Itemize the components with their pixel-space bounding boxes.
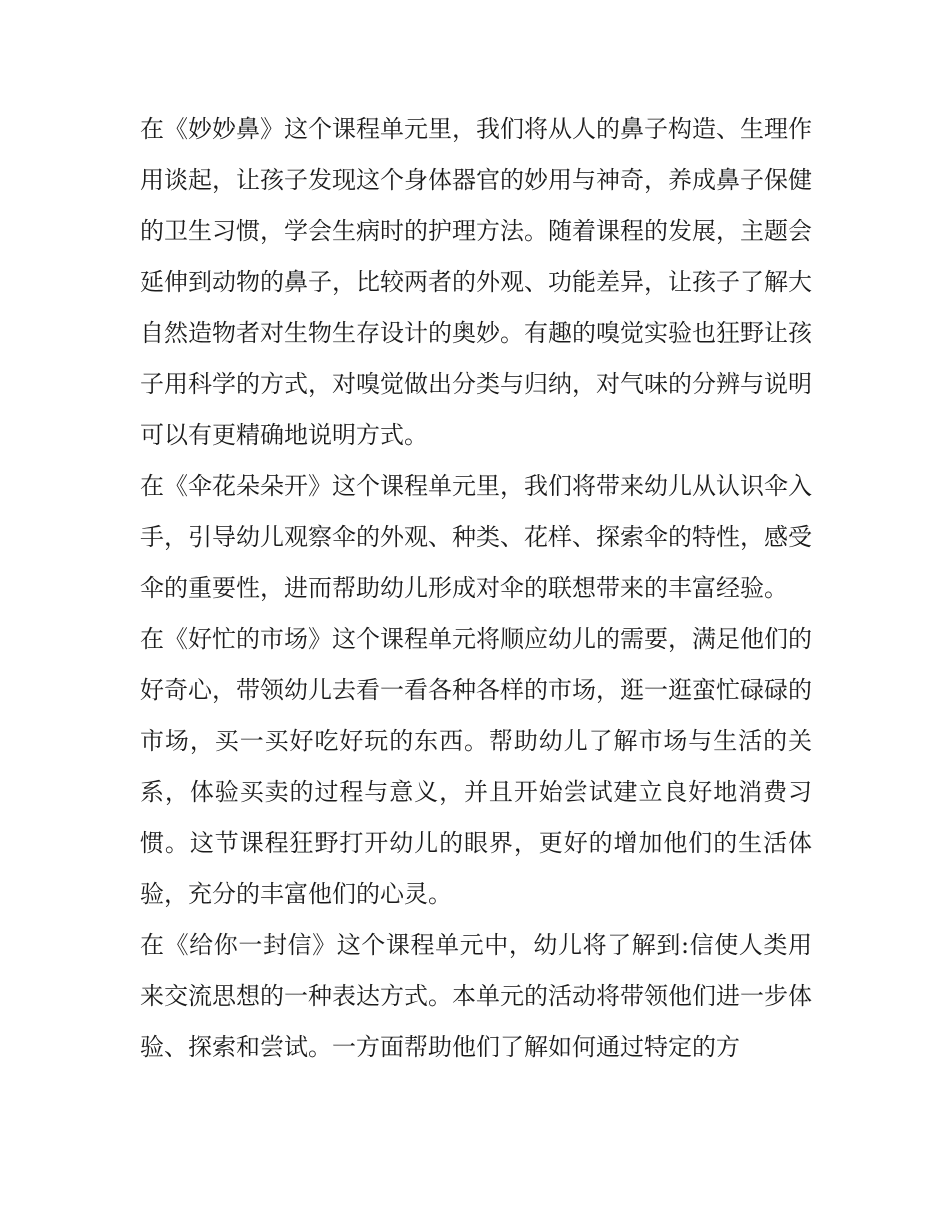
document-body (140, 104, 812, 1073)
paragraph-letter-unit: 在《给你一封信》这个课程单元中，幼儿将了解到:信使人类用来交流思想的一种表达方式。本单元的活动将带领他们进一步体验、探索和尝试。一方面帮助他们了解如何通过特定的方 (140, 931, 812, 1061)
paragraph-nose-unit: 在《妙妙鼻》这个课程单元里，我们将从人的鼻子构造、生理作用谈起，让孩子发现这个身体器官的妙用与神奇，养成鼻子保健的卫生习惯，学会生病时的护理方法。随着课程的发展，主题会延伸到动物的鼻子，比较两者的外观、功能差异，让孩子了解大自然造物者对生物生存设计的奥妙。有趣的嗅觉实验也狂野让孩子用科学的方式，对嗅觉做出分类与归纳，对气味的分辨与说明可以有更精确地说明方式。 (140, 115, 812, 449)
paragraph-umbrella-unit: 在《伞花朵朵开》这个课程单元里，我们将带来幼儿从认识伞入手，引导幼儿观察伞的外观、种类、花样、探索伞的特性，感受伞的重要性，进而帮助幼儿形成对伞的联想带来的丰富经验。 (140, 472, 812, 602)
paragraph-market-unit: 在《好忙的市场》这个课程单元将顺应幼儿的需要，满足他们的好奇心，带领幼儿去看一看各种各样的市场，逛一逛蛮忙碌碌的市场，买一买好吃好玩的东西。帮助幼儿了解市场与生活的关系，体验买卖的过程与意义，并且开始尝试建立良好地消费习惯。这节课程狂野打开幼儿的眼界，更好的增加他们的生活体验，充分的丰富他们的心灵。 (140, 625, 812, 908)
